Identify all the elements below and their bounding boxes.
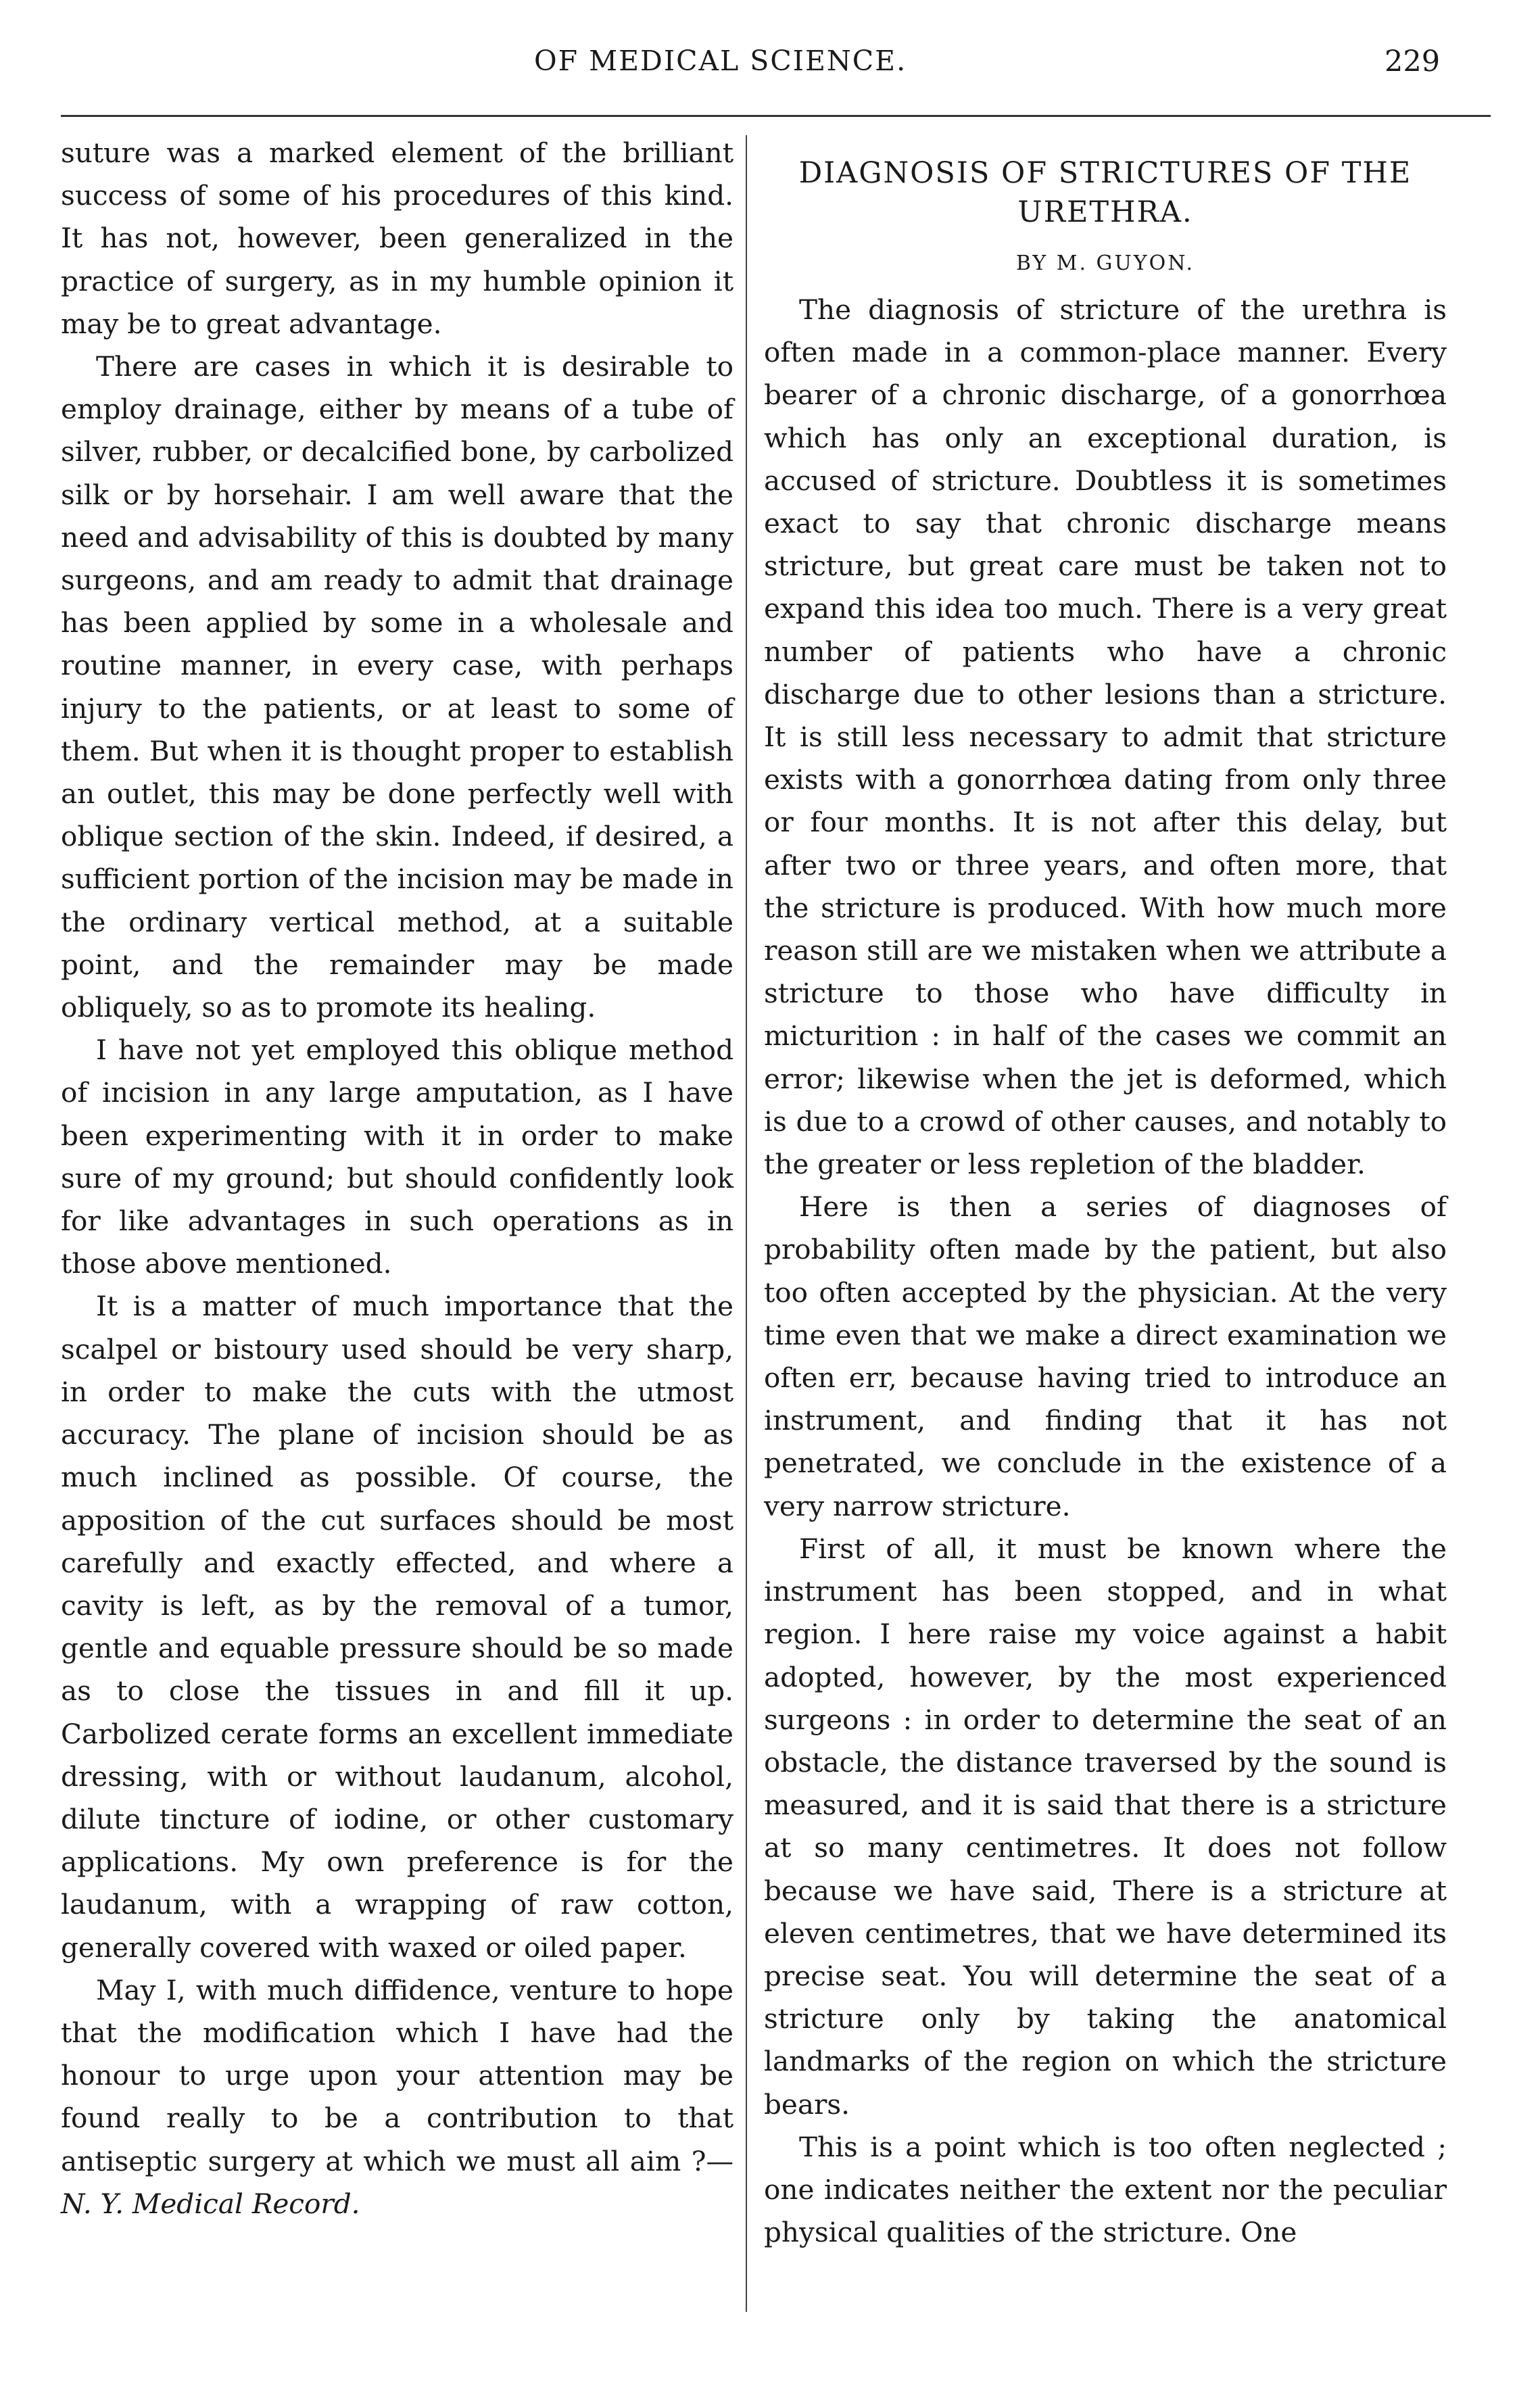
left-paragraph-1: suture was a marked element of the brilliant success of some of his procedures of this kind. It has not, however, been generalized in the practice of surgery, as in my humble opinion it may be to great advantage. [61,137,733,340]
source-citation: N. Y. Medical Record. [61,2187,360,2220]
left-paragraph-2: There are cases in which it is desirable to employ drainage, either by means of a tube of silver, rubber, or decalcified bone, by carbolized silk or by horsehair. I am well aware that the need and advisability of this is doubted by many surgeons, and am ready to admit that drainage has been applied by some in a wholesale and routine manner, in every case, with perhaps injury to the patients, or at least to some of them. But when it is thought proper to establish an outlet, this may be done perfectly well with oblique section of the skin. Indeed, if desired, a sufficient portion of the incision may be made in the ordinary vertical method, at a suitable point, and the remainder may be made obliquely, so as to promote its healing. [61,350,733,1024]
page-header [0,45,1540,99]
right-paragraph-4: This is a point which is too often neglected ; one indicates neither the extent nor the peculiar physical qualities of the stricture. One [764,2130,1447,2249]
page-number: 229 [1385,45,1441,78]
right-paragraph-2: Here is then a series of diagnoses of probability often made by the patient, but also too often accepted by the physician. At the very time even that we make a direct examination we often err, because having tried to introduce an instrument, and finding that it has not penetrated, we conclude in the existence of a very narrow stricture. [764,1190,1447,1522]
header-rule [61,115,1491,117]
left-paragraph-3: I have not yet employed this oblique method of incision in any large amputation, as I have been experimenting with it in order to make sure of my ground; but should confidently look for like advantages in such operations as in those above mentioned. [61,1034,733,1280]
running-title: OF MEDICAL SCIENCE. [534,45,907,77]
left-paragraph-5 [61,1969,733,2225]
article-title: DIAGNOSIS OF STRICTURES OF THE URETHRA. [798,156,1412,229]
column-divider [746,135,747,2312]
right-column [764,132,1447,2254]
left-paragraph-4: It is a matter of much importance that the scalpel or bistoury used should be very sharp, in order to make the cuts with the utmost accuracy. The plane of incision should be as much inclined as possible. Of course, the apposition of the cut surfaces should be most carefully and exactly effected, and where a cavity is left, as by the removal of a tumor, gentle and equable pressure should be so made as to close the tissues in and fill it up. Carbolized cerate forms an excellent immediate dressing, with or without laudanum, alcohol, dilute tincture of iodine, or other customary applications. My own preference is for the laudanum, with a wrapping of raw cotton, generally covered with waxed or oiled paper. [61,1290,733,1964]
article-byline: BY M. GUYON. [1015,251,1195,275]
left-paragraph-5-text: May I, with much diffidence, venture to hope that the modification which I have had the honour to urge upon your attention may be found really to be a contribution to that antiseptic surgery at which we must all aim ?— [61,1973,733,2177]
right-paragraph-3: First of all, it must be known where the instrument has been stopped, and in what region. I here raise my voice against a habit adopted, however, by the most experienced surgeons : in order to determine the seat of an obstacle, the distance traversed by the sound is measured, and it is said that there is a stricture at so many centimetres. It does not follow because we have said, There is a stricture at eleven centimetres, that we have determined its precise seat. You will determine the seat of a stricture only by taking the anatomical landmarks of the region on which the stricture bears. [764,1532,1447,2121]
left-column [61,132,733,2225]
right-paragraph-1: The diagnosis of stricture of the urethra is often made in a common-place manner. Every bearer of a chronic discharge, of a gonorrhœa which has only an exceptional duration, is accused of stricture. Doubtless it is sometimes exact to say that chronic discharge means stricture, but great care must be taken not to expand this idea too much. There is a very great number of patients who have a chronic discharge due to other lesions than a stricture. It is still less necessary to admit that stricture exists with a gonorrhœa dating from only three or four months. It is not after this delay, but after two or three years, and often more, that the stricture is produced. With how much more reason still are we mistaken when we attribute a stricture to those who have difficulty in micturition : in half of the cases we commit an error; likewise when the jet is deformed, which is due to a crowd of other causes, and notably to the greater or less repletion of the bladder. [764,293,1447,1181]
